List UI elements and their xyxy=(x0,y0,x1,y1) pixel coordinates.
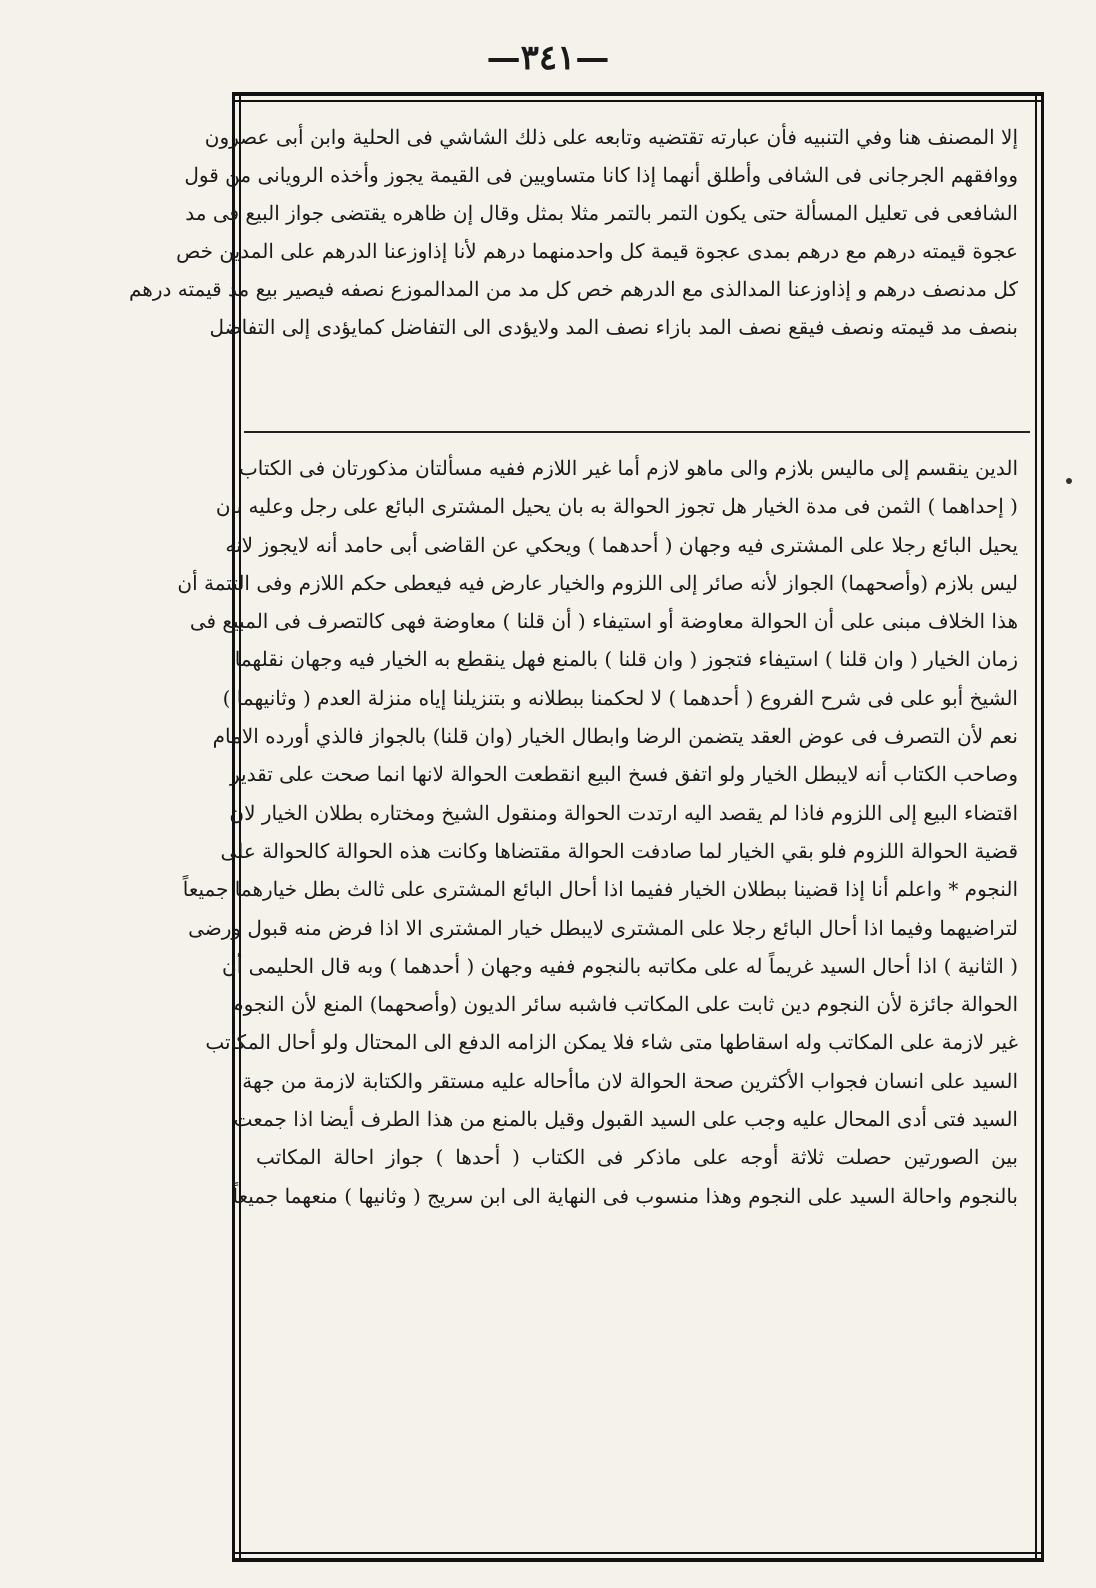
text-line: وصاحب الكتاب أنه لايبطل الخيار ولو اتفق فسخ البيع انقطعت الحوالة لانها انما صحت على تقدير xyxy=(230,762,1018,787)
text-line: إلا المصنف هنا وفي التنبيه فأن عبارته تقتضيه وتابعه على ذلك الشاشي فى الحلية وابن أبى عصرون xyxy=(204,125,1018,149)
text-line: هذا الخلاف مبنى على أن الحوالة معاوضة أو استيفاء ( أن قلنا ) معاوضة فهى كالتصرف فى المبيع فى xyxy=(189,609,1018,634)
text-line: قضية الحوالة اللزوم فلو بقي الخيار لما صادفت الحوالة مقتضاها وكانت هذه الحوالة كالحوالة على xyxy=(220,838,1018,863)
text-line: زمان الخيار ( وان قلنا ) استيفاء فتجوز ( وان قلنا ) بالمنع فهل ينقطع به الخيار فيه وجهان نقلهما xyxy=(234,647,1018,672)
text-line: غير لازمة على المكاتب وله اسقاطها متى شاء فلا يمكن الزامه الدفع الى المحتال ولو أحال المكاتب xyxy=(205,1030,1018,1055)
text-line: السيد على انسان فجواب الأكثرين صحة الحوالة لان ماأحاله عليه مستقر والكتابة لازمة من جهة xyxy=(242,1068,1018,1093)
section-separator xyxy=(244,431,1030,433)
right-border-outer xyxy=(1041,92,1044,1562)
text-line: ( إحداهما ) الثمن فى مدة الخيار هل تجوز الحوالة به بان يحيل المشترى البائع على رجل وعليه بان xyxy=(215,494,1018,519)
text-line: بنصف مد قيمته ونصف فيقع نصف المد بازاء نصف المد ولايؤدى الى التفاضل كمايؤدى إلى التفاضل xyxy=(209,315,1018,339)
text-line: اقتضاء البيع إلى اللزوم فاذا لم يقصد اليه ارتدت الحوالة ومنقول الشيخ ومختاره بطلان الخيار لان xyxy=(229,800,1018,825)
top-double-rule-outer xyxy=(232,92,1044,96)
text-line: بالنجوم واحالة السيد على النجوم وهذا منسوب فى النهاية الى ابن سريج ( وثانيها ) منعهما جميعاً xyxy=(232,1183,1018,1208)
text-line: بين الصورتين حصلت ثلاثة أوجه على ماذكر فى الكتاب ( أحدها ) جواز احالة المكاتب xyxy=(256,1145,1018,1170)
text-line: يحيل البائع رجلا على المشترى فيه وجهان ( أحدهما ) ويحكي عن القاضى أبى حامد أنه لايجوز لانه xyxy=(225,532,1018,557)
bottom-text-section xyxy=(177,449,1018,1215)
bottom-double-rule-inner xyxy=(232,1552,1044,1554)
text-line: ووافقهم الجرجانى فى الشافى وأطلق أنهما إذا كانا متساويين فى القيمة يجوز وأخذه الرويانى من قول xyxy=(184,163,1018,187)
text-line: الشافعى فى تعليل المسألة حتى يكون التمر بالتمر مثلا بمثل وقال إن ظاهره يقتضى جواز البيع فى مد xyxy=(185,201,1018,225)
top-text-section xyxy=(128,118,1018,346)
bottom-double-rule-outer xyxy=(232,1558,1044,1562)
margin-dot xyxy=(1066,478,1072,484)
top-double-rule-inner xyxy=(232,100,1044,102)
text-line: النجوم * واعلم أنا إذا قضينا ببطلان الخيار ففيما اذا أحال البائع المشترى على ثالث بطل خيارهما جميعاً xyxy=(182,877,1018,902)
text-line: الدين ينقسم إلى ماليس بلازم والى ماهو لازم أما غير اللازم ففيه مسألتان مذكورتان فى الكتاب xyxy=(238,456,1018,480)
page-frame xyxy=(128,92,1044,1562)
text-line: لتراضيهما وفيما اذا أحال البائع رجلا على المشترى لايبطل خيار المشترى الا اذا فرض منه قبول ورضى xyxy=(188,915,1018,940)
text-line: ( الثانية ) اذا أحال السيد غريماً له على مكاتبه بالنجوم ففيه وجهان ( أحدهما ) وبه قال الحليمى أن xyxy=(222,953,1018,978)
text-line: عجوة قيمته درهم مع درهم بمدى عجوة قيمة كل واحدمنهما درهم لأنا إذاوزعنا الدرهم على المدين خص xyxy=(176,239,1018,263)
text-line: السيد فتى أدى المحال عليه وجب على السيد القبول وقيل بالمنع من هذا الطرف أيضا اذا جمعت xyxy=(233,1107,1018,1132)
text-line: ليس بلازم (وأصحهما) الجواز لأنه صائر إلى اللزوم والخيار عارض فيه فيعطى حكم اللازم وفى التتمة أن xyxy=(177,570,1018,595)
text-line: الشيخ أبو على فى شرح الفروع ( أحدهما ) لا لحكمنا ببطلانه و بتنزيلنا إياه منزلة العدم ( وثانيهما ) xyxy=(222,685,1018,710)
text-line: الحوالة جائزة لأن النجوم دين ثابت على المكاتب فاشبه سائر الديون (وأصحهما) المنع لأن النجوم xyxy=(231,992,1018,1017)
text-line: نعم لأن التصرف فى عوض العقد يتضمن الرضا وابطال الخيار (وان قلنا) بالجواز فالذي أورده الامام xyxy=(212,724,1018,749)
text-line: كل مدنصف درهم و إذاوزعنا المدالذى مع الدرهم خص كل مد من المدالموزع نصفه فيصير بيع مد قيمته درهم xyxy=(128,277,1018,301)
page-number: —٣٤١— xyxy=(486,38,610,78)
right-border-inner xyxy=(1035,92,1037,1562)
